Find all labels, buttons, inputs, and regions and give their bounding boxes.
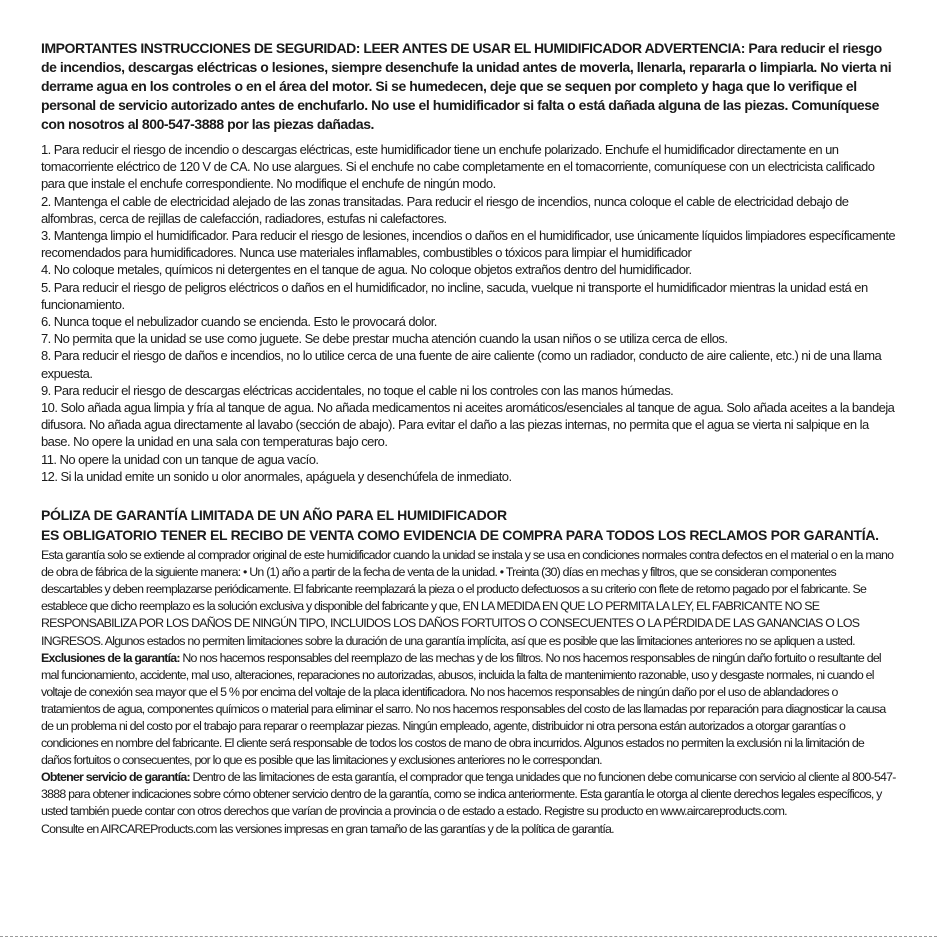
service-text: Dentro de las limitaciones de esta garantía, el comprador que tenga unidades que no funcionen debe comunicarse con servicio al cliente al 800-547-3888 para obtener indicaciones sobre cómo obtener servicio dentro de la garantía, como se indica anteriormente. Esta garantía le otorga al cliente derechos legales específicos, y usted también puede contar con otros derechos que varían de provincia a provincia o de estado a estado. Registre su producto en www.aircareproducts.com. (41, 770, 896, 819)
safety-item-10: 10. Solo añada agua limpia y fría al tanque de agua. No añada medicamentos ni aceites aromáticos/esenciales al tanque de agua. Solo añada aceites a la bandeja difusora. No añada agua directamente al lavabo (sección de abajo). Para evitar el daño a las piezas internas, no permita que el agua se vierta ni salpique en la base. No opere la unidad en una sala con temperaturas bajo cero. (41, 400, 895, 450)
safety-item-7: 7. No permita que la unidad se use como juguete. Se debe prestar mucha atención cuando la usan niños o se utiliza cerca de ellos. (41, 331, 728, 347)
warranty-consult-line: Consulte en AIRCAREProducts.com las versiones impresas en gran tamaño de las garantías y de la política de garantía. (41, 821, 614, 836)
safety-item-12: 12. Si la unidad emite un sonido u olor anormales, apáguela y desenchúfela de inmediato. (41, 468, 512, 484)
safety-item-9: 9. Para reducir el riesgo de descargas eléctricas accidentales, no toque el cable ni los controles con las manos húmedas. (41, 382, 674, 398)
service-label: Obtener servicio de garantía: (41, 770, 190, 785)
safety-item-11: 11. No opere la unidad con un tanque de agua vacío. (41, 451, 319, 467)
safety-item-5: 5. Para reducir el riesgo de peligros eléctricos o daños en el humidificador, no incline, sacuda, vuelque ni transporte el humidificador mientras la unidad está en funcionamiento. (41, 279, 868, 312)
safety-instructions-list (41, 141, 896, 485)
document-page (41, 39, 896, 838)
safety-item-3: 3. Mantenga limpio el humidificador. Para reducir el riesgo de lesiones, incendios o daños en el humidificador, use únicamente líquidos limpiadores específicamente recomendados para humidificadores. Nunca use materiales inflamables, combustibles o tóxicos para limpiar el humidificador (41, 228, 896, 261)
safety-item-8: 8. Para reducir el riesgo de daños e incendios, no lo utilice cerca de una fuente de aire caliente (como un radiador, conducto de aire caliente, etc.) ni de una llama expuesta. (41, 348, 882, 381)
exclusions-label: Exclusiones de la garantía: (41, 650, 180, 665)
safety-heading: IMPORTANTES INSTRUCCIONES DE SEGURIDAD: LEER ANTES DE USAR EL HUMIDIFICADOR ADVERTENCIA: Para reducir el riesgo de incendios, descargas eléctricas o lesiones, siempre desenchufe la unidad antes de moverla, llenarla, repararla o limpiarla. No vierta ni derrame agua en los controles o en el área del motor. Si se humedecen, deje que se sequen por completo y haga que lo verifique el personal de servicio autorizado antes de enchufarlo. No use el humidificador si falta o está dañada alguna de las piezas. Comuníquese con nosotros al 800-547-3888 por las piezas dañadas. (41, 40, 892, 132)
warranty-body (41, 547, 896, 838)
warranty-coverage-paragraph: Esta garantía solo se extiende al comprador original de este humidificador cuando la unidad se instala y se usa en condiciones normales contra defectos en el material o en la mano de obra de fábrica de la siguiente manera: • Un (1) año a partir de la fecha de venta de la unidad. • Treinta (30) días en mechas y filtros, que se consideran componentes descartables y deben reemplazarse periódicamente. El fabricante reemplazará la pieza o el producto defectuosos a su criterio con flete de retorno pagado por el fabricante. Se establece que dicho reemplazo es la solución exclusiva y disponible del fabricante y que, EN LA MEDIDA EN QUE LO PERMITA LA LEY, EL FABRICANTE NO SE RESPONSABILIZA POR LOS DAÑOS DE NINGÚN TIPO, INCLUIDOS LOS DAÑOS FORTUITOS O CONSECUENTES O LA PÉRDIDA DE LAS GANANCIAS O LOS INGRESOS. Algunos estados no permiten limitaciones sobre la duración de una garantía implícita, así que es posible que las limitaciones anteriores no se apliquen a usted. (41, 548, 894, 648)
warranty-section (41, 506, 896, 838)
warranty-title: PÓLIZA DE GARANTÍA LIMITADA DE UN AÑO PARA EL HUMIDIFICADOR (41, 507, 507, 524)
warranty-receipt-requirement: ES OBLIGATORIO TENER EL RECIBO DE VENTA COMO EVIDENCIA DE COMPRA PARA TODOS LOS RECLAMOS POR GARANTÍA. (41, 526, 879, 543)
warranty-exclusions-paragraph (41, 650, 896, 770)
safety-item-1: 1. Para reducir el riesgo de incendio o descargas eléctricas, este humidificador tiene un enchufe polarizado. Enchufe el humidificador directamente en un tomacorriente eléctrico de 120 V de CA. No use alargues. Si el enchufe no cabe completamente en el tomacorriente, comuníquese con un electricista calificado para que instale el enchufe correspondiente. No modifique el enchufe de ningún modo. (41, 142, 875, 192)
safety-item-4: 4. No coloque metales, químicos ni detergentes en el tanque de agua. No coloque objetos extraños dentro del humidificador. (41, 262, 692, 278)
exclusions-text: No nos hacemos responsables del reemplazo de las mechas y de los filtros. No nos hacemos responsables de ningún daño fortuito o resultante del mal funcionamiento, accidente, mal uso, alteraciones, reparaciones no autorizadas, abusos, incluida la falta de mantenimiento razonable, uso y desgaste normales, ni cuando el voltaje de conexión sea mayor que el 5 % por encima del voltaje de la placa identificadora. No nos hacemos responsables de ningún daño por el uso de ablandadores o tratamientos de agua, componentes químicos o material para eliminar el sarro. No nos hacemos responsables del costo de las llamadas por reparación para diagnosticar la causa de un problema ni del costo por el trabajo para reparar o reemplazar piezas. Ningún empleado, agente, distribuidor ni otra persona están autorizados a otorgar garantías o condiciones en nombre del fabricante. El cliente será responsable de todos los costos de mano de obra incurridos. Algunos estados no permiten la exclusión ni la limitación de daños fortuitos o consecuentes, por lo que es posible que las limitaciones y exclusiones anteriores no le correspondan. (41, 650, 886, 768)
safety-item-6: 6. Nunca toque el nebulizador cuando se encienda. Esto le provocará dolor. (41, 314, 437, 330)
warranty-service-paragraph (41, 769, 896, 820)
safety-item-2: 2. Mantenga el cable de electricidad alejado de las zonas transitadas. Para reducir el riesgo de incendios, nunca coloque el cable de electricidad debajo de alfombras, cerca de rejillas de calefacción, radiadores, estufas ni calefactores. (41, 193, 849, 226)
